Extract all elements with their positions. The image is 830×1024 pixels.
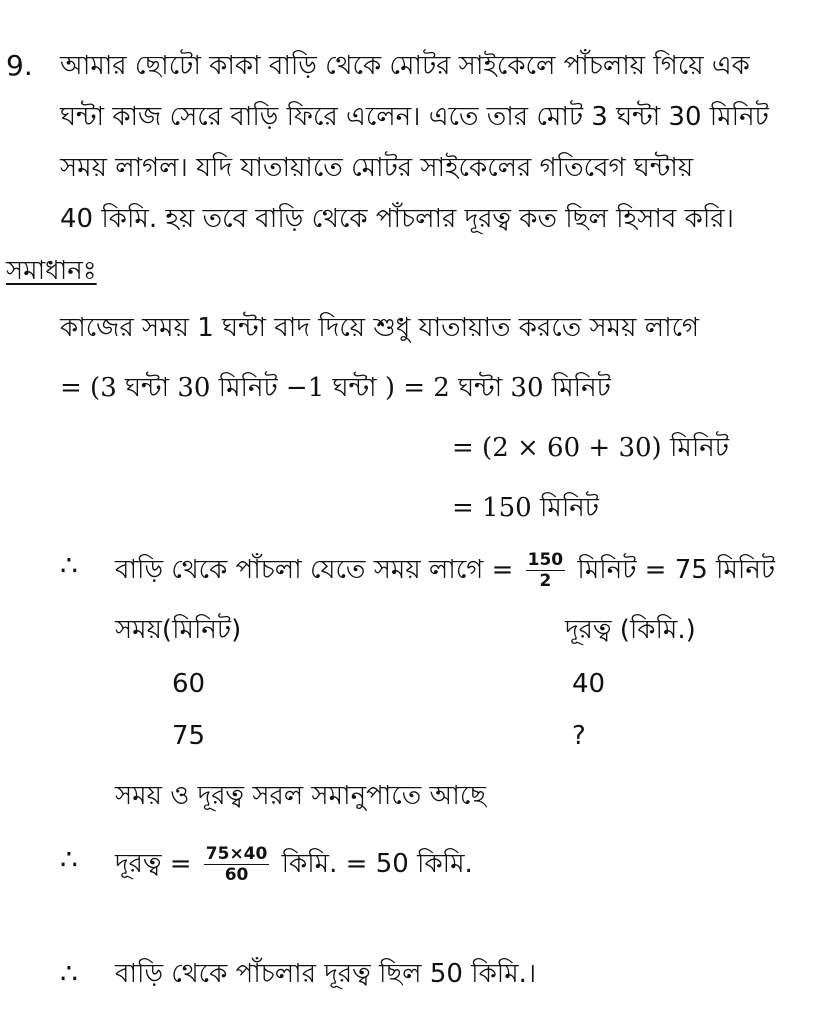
- question-line-3: সময় লাগল। যদি যাতায়াতে মোটর সাইকেলের গতিবেগ ঘন্টায়: [60, 153, 694, 183]
- fraction-denominator: 2: [539, 571, 552, 591]
- solution-step-1: কাজের সময় 1 ঘন্টা বাদ দিয়ে শুধু যাতায়াত করতে সময় লাগে: [60, 313, 700, 343]
- therefore-symbol: ∴: [60, 843, 78, 876]
- question-line-2: ঘন্টা কাজ সেরে বাড়ি ফিরে এলেন। এতে তার মোট 3 ঘন্টা 30 মিনিট: [60, 102, 769, 132]
- travel-time-line: [115, 550, 775, 591]
- table-header-distance: দূরত্ব (কিমি.): [565, 615, 696, 645]
- travel-time-prefix: বাড়ি থেকে পাঁচলা যেতে সময় লাগে =: [115, 555, 514, 585]
- travel-time-fraction: [526, 550, 566, 591]
- distance-fraction: [204, 844, 270, 885]
- distance-prefix: দূরত্ব =: [115, 849, 192, 879]
- table-header-time: সময়(মিনিট): [115, 615, 242, 645]
- distance-calculation: [115, 844, 473, 885]
- solution-step-2: = (3 ঘন্টা 30 মিনিট −1 ঘন্টা ) = 2 ঘন্টা 30 মিনিট: [60, 373, 611, 403]
- distance-suffix: কিমি. = 50 কিমি.: [281, 849, 473, 879]
- question-line-4: 40 কিমি. হয় তবে বাড়ি থেকে পাঁচলার দূরত্ব কত ছিল হিসাব করি।: [60, 204, 734, 234]
- table-row-2-time: 75: [172, 721, 206, 751]
- question-number: 9.: [6, 49, 33, 82]
- table-row-2-distance: ?: [572, 721, 586, 751]
- therefore-symbol: ∴: [60, 549, 78, 582]
- fraction-numerator: 75×40: [205, 844, 268, 864]
- solution-step-3: = (2 × 60 + 30) মিনিট: [452, 433, 729, 463]
- question-line-1: আমার ছোটো কাকা বাড়ি থেকে মোটর সাইকেলে পাঁচলায় গিয়ে এক: [60, 51, 750, 81]
- table-row-1-distance: 40: [572, 669, 606, 699]
- proportion-statement: সময় ও দূরত্ব সরল সমানুপাতে আছে: [115, 781, 487, 811]
- final-answer: বাড়ি থেকে পাঁচলার দূরত্ব ছিল 50 কিমি.।: [115, 959, 537, 989]
- therefore-symbol: ∴: [60, 957, 78, 990]
- travel-time-suffix: মিনিট = 75 মিনিট: [577, 555, 776, 585]
- fraction-denominator: 60: [224, 865, 249, 885]
- table-row-1-time: 60: [172, 669, 206, 699]
- solution-step-4: = 150 মিনিট: [452, 493, 599, 523]
- fraction-numerator: 150: [527, 550, 564, 570]
- solution-heading: সমাধানঃ: [6, 256, 97, 286]
